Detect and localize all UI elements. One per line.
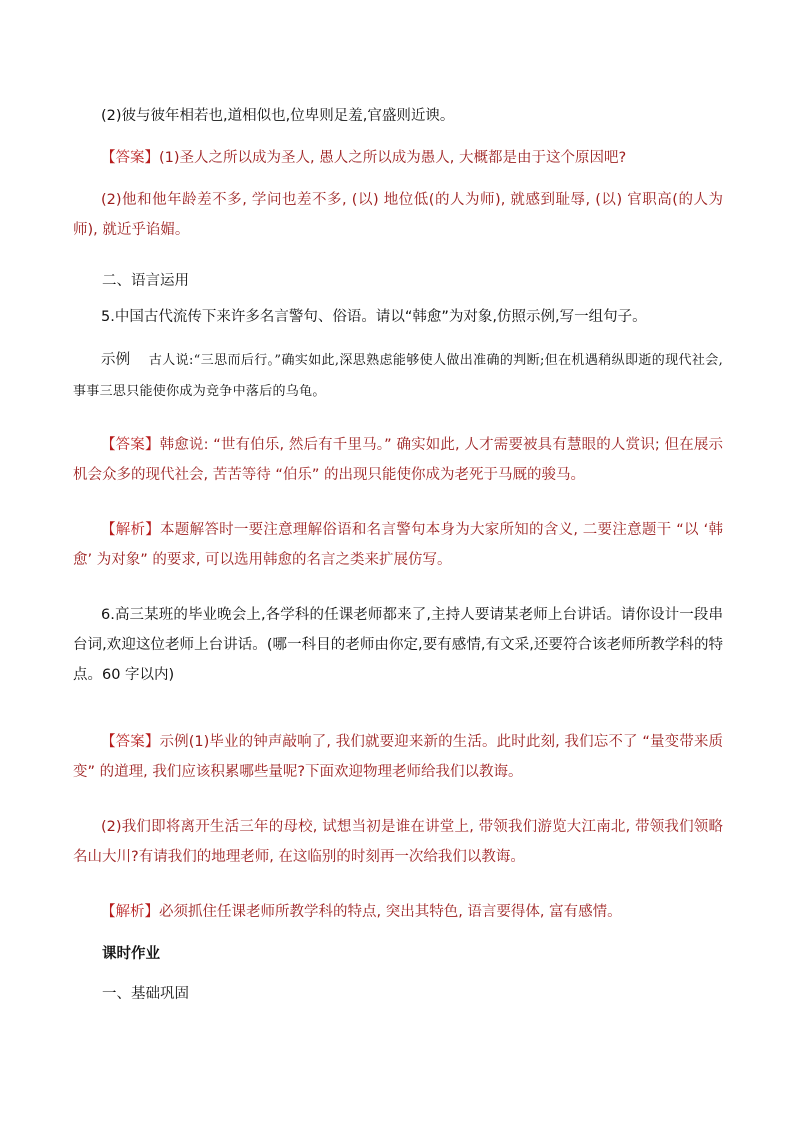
answer-tag: 【答案】 (101, 734, 160, 750)
question-5: 5.中国古代流传下来许多名言警句、俗语。请以“韩愈”为对象,仿照示例,写一组句子。 (101, 309, 647, 325)
explanation-tag: 【解析】 (101, 522, 161, 538)
answer-6-part-1 (73, 727, 723, 787)
answer-4-text-1: (1)圣人之所以成为圣人, 愚人之所以成为愚人, 大概都是由于这个原因吧? (159, 150, 627, 166)
answer-tag: 【答案】 (101, 437, 160, 453)
explanation-6-text: 必须抓住任课老师所教学科的特点, 突出其特色, 语言要得体, 富有感情。 (159, 904, 622, 920)
explanation-5 (73, 515, 723, 575)
example-text: 古人说:“三思而后行。”确实如此,深思熟虑能够使人做出准确的判断;但在机遇稍纵即逝的现代社会,事事三思只能使你成为竞争中落后的乌龟。 (73, 353, 724, 399)
answer-5-text: 韩愈说: “世有伯乐, 然后有千里马。” 确实如此, 人才需要被具有慧眼的人赏识; 但在展示机会众多的现代社会, 苦苦等待 “伯乐” 的出现只能使你成为老死于马厩的骏马。 (73, 437, 723, 483)
section-basic-heading: 一、基础巩固 (102, 986, 189, 1002)
explanation-6 (73, 897, 723, 927)
example-label: 示例 (101, 352, 131, 368)
answer-tag: 【答案】 (101, 150, 159, 166)
explanation-5-text: 本题解答时一要注意理解俗语和名言警句本身为大家所知的含义, 二要注意题干 “以 ‘韩愈’ 为对象” 的要求, 可以选用韩愈的名言之类来扩展仿写。 (73, 522, 723, 568)
question-4-part-2: (2)彼与彼年相若也,道相似也,位卑则足羞,官盛则近谀。 (101, 108, 455, 124)
homework-heading: 课时作业 (102, 946, 160, 962)
question-5-example (73, 345, 723, 407)
answer-6-part-2: (2)我们即将离开生活三年的母校, 试想当初是谁在讲堂上, 带领我们游览大江南北, 带领我们领略名山大川?有请我们的地理老师, 在这临别的时刻再一次给我们以教诲。 (73, 819, 723, 865)
explanation-tag: 【解析】 (101, 904, 159, 920)
answer-5 (73, 430, 723, 490)
answer-6-text-1: 示例(1)毕业的钟声敲响了, 我们就要迎来新的生活。此时此刻, 我们忘不了 “量变带来质变” 的道理, 我们应该积累哪些量呢?下面欢迎物理老师给我们以教诲。 (73, 734, 724, 780)
section-language-use-heading: 二、语言运用 (102, 273, 189, 289)
question-6: 6.高三某班的毕业晚会上,各学科的任课老师都来了,主持人要请某老师上台讲话。请你设计一段串台词,欢迎这位老师上台讲话。(哪一科目的老师由你定,要有感情,有文采,还要符合该老师所教学科的特点。60 字以内) (73, 607, 723, 683)
answer-4-part-1 (73, 143, 723, 173)
answer-4-part-2: (2)他和他年龄差不多, 学问也差不多, (以) 地位低(的人为师), 就感到耻辱, (以) 官职高(的人为师), 就近乎谄媚。 (73, 192, 723, 238)
